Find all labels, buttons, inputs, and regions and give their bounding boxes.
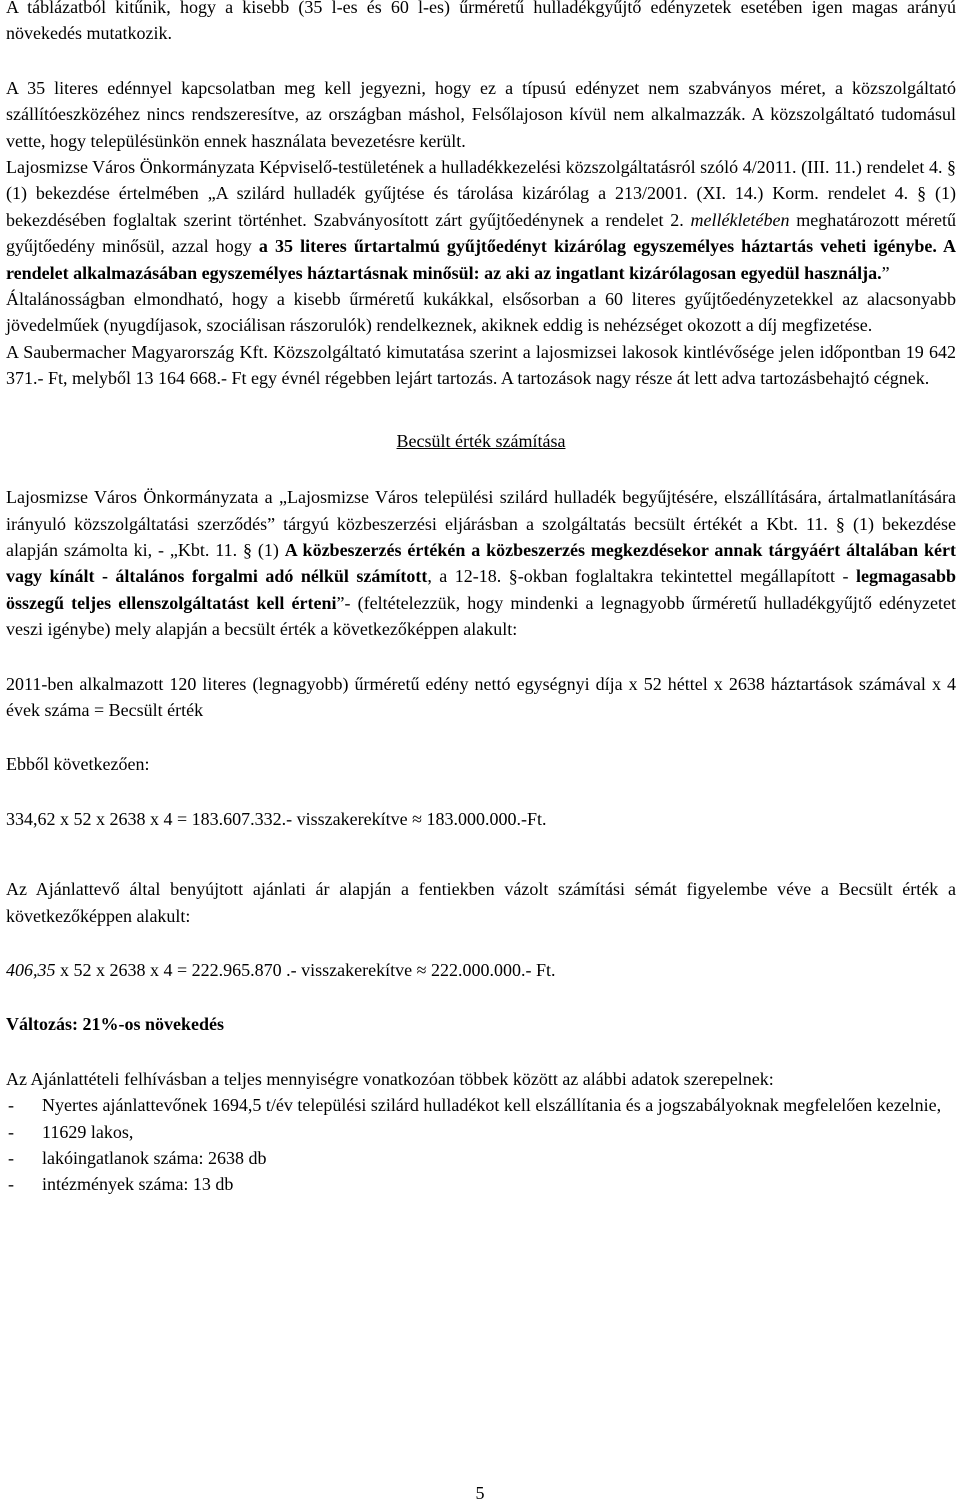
paragraph-consequently: Ebből következően: — [6, 754, 150, 775]
calculation-original: 334,62 x 52 x 2638 x 4 = 183.607.332.- visszakerekítve ≈ 183.000.000.-Ft. — [6, 808, 547, 829]
list-item: - intézmények száma: 13 db — [8, 1174, 234, 1195]
section-heading: Becsült érték számítása — [396, 430, 566, 451]
list-item: - Nyertes ajánlattevőnek 1694,5 t/év települési szilárd hulladékot kell elszállítania és a jogszabályoknak megfelelően kezelnie, — [8, 1095, 942, 1116]
document-page — [6, 0, 956, 1198]
paragraph-bidder: Az Ajánlattevő által benyújtott ajánlati ár alapján a fentiekben vázolt számítási sémát figyelembe véve a Becsült érték a következőképpen alakult: — [6, 879, 956, 926]
paragraph-table-summary: A táblázatból kitűnik, hogy a kisebb (35 l-es és 60 l-es) űrméretű hulladékgyűjtő edényzetek esetében igen magas arányú növekedés mutatkozik. — [6, 0, 956, 44]
list-item: - 11629 lakos, — [8, 1121, 134, 1142]
tender-data-list — [6, 1092, 956, 1198]
change-summary: Változás: 21%-os növekedés — [6, 1014, 224, 1035]
paragraph-35-liter-bin: A 35 literes edénnyel kapcsolatban meg kell jegyezni, hogy ez a típusú edényzet nem szabványos méret, a közszolgáltató szállítóeszközéhez nincs rendszeresítve, az országban máshol, Felsőlajoson kívül nem alkalmazzák. A közszolgáltató tudomásul vette, hogy településünkön ennek használata bevezetésre került. — [6, 77, 956, 151]
paragraph-call-for-tender: Az Ajánlattételi felhívásban a teljes mennyiségre vonatkozóan többek között az alábbi adatok szerepelnek: — [6, 1068, 774, 1089]
list-item: - lakóingatlanok száma: 2638 db — [8, 1148, 267, 1168]
paragraph-formula: 2011-ben alkalmazott 120 literes (legnagyobb) űrméretű edény nettó egységnyi díja x 52 héttel x 2638 háztartások számával x 4 évek száma = Becsült érték — [6, 673, 956, 720]
calculation-bid: 406,35 x 52 x 2638 x 4 = 222.965.870 .- visszakerekítve ≈ 222.000.000.- Ft. — [6, 959, 556, 980]
paragraph-estimated-value: Lajosmizse Város Önkormányzata a „Lajosmizse Város települési szilárd hulladék begyűjtésére, elszállítására, ártalmatlanítására irányuló közszolgáltatási szerződés” tárgyú közbeszerzési eljárásban a szolgáltatás becsült értékét a Kbt. 11. § (1) bekezdése alapján számolta ki, - „Kbt. 11. § (1) A közbeszerzés értékén a közbeszerzés megkezdésekor annak tárgyáért általában kért vagy kínált - általános forgalmi adó nélkül számított, a 12-18. §-okban foglaltakra tekintettel megállapított - legmagasabb összegű teljes ellenszolgáltatást kell érteni”- (feltételezzük, hogy mindenki a legnagyobb űrméretű hulladékgyűjtő edényzetet veszi igénybe) mely alapján a becsült érték a következőképpen alakult: — [6, 487, 957, 640]
paragraph-saubermacher: A Saubermacher Magyarország Kft. Közszolgáltató kimutatása szerint a lajosmizsei lakosok kintlévősége jelen időpontban 19 642 371.- Ft, melyből 13 164 668.- Ft egy évnél régebben lejárt tartozás. A tartozások nagy része át lett adva tartozásbehajtó cégnek. — [6, 341, 956, 389]
paragraph-low-income: Általánosságban elmondható, hogy a kisebb űrméretű kukákkal, elsősorban a 60 literes gyűjtőedényzetekkel az alacsonyabb jövedelműek (nyugdíjasok, szociálisan rászorulók) rendelkeznek, akiknek eddig is nehézséget okozott a díj megfizetése. — [6, 289, 956, 336]
page-number: 5 — [475, 1483, 485, 1503]
paragraph-regulation: Lajosmizse Város Önkormányzata Képviselő-testületének a hulladékkezelési közszolgáltatásról szóló 4/2011. (III. 11.) rendelet 4. § (1) bekezdése értelmében „A szilárd hulladék gyűjtése és tárolása kizárólag a 213/2001. (XI. 14.) Korm. rendelet 4. § (1) bekezdésében foglaltak szerint történhet. Szabványosított zárt gyűjtőedénynek a rendelet 2. mellékletében meghatározott méretű gyűjtőedény minősül, azzal hogy a 35 literes űrtartalmú gyűjtőedényt kizárólag egyszemélyes háztartás veheti igénybe. A rendelet alkalmazásában egyszemélyes háztartásnak minősül: az aki az ingatlant kizárólagosan egyedül használja.” — [6, 157, 956, 283]
